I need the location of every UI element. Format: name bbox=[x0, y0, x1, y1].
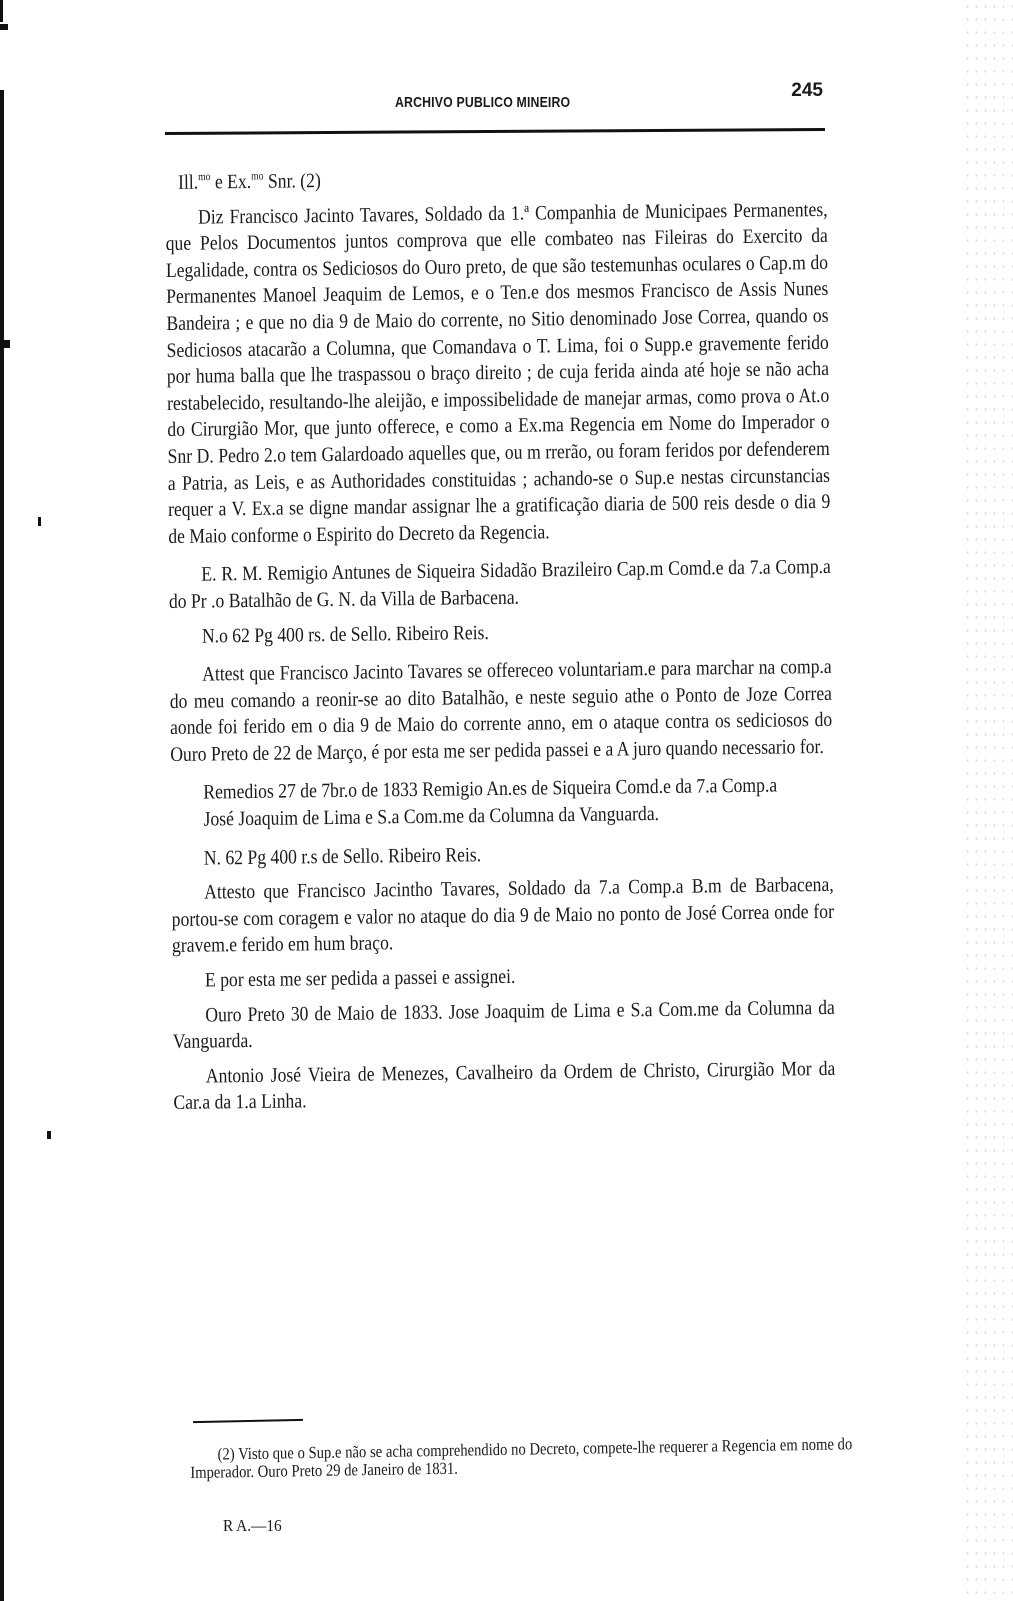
signature-paragraph: E. R. M. Remigio Antunes de Siqueira Sidadão Brazileiro Cap.m Comd.e da 7.a Comp.a do Pr .o Batalhão de G. N. da Villa de Barbacena. bbox=[168, 556, 831, 613]
body-text bbox=[165, 162, 836, 1117]
signature-mark: R A.—16 bbox=[223, 1516, 282, 1535]
footnote-text: (2) Visto que o Sup.e não se acha comprehendido no Decreto, compete-lhe requerer a Regencia em nome do Imperador. Ouro Preto 29 de Janeiro de 1831. bbox=[190, 1434, 853, 1482]
closing-line: E por esta me ser pedida a passei e assignei. bbox=[204, 965, 516, 992]
document-page bbox=[165, 78, 853, 1535]
salutation-part: e Ex. bbox=[210, 170, 252, 194]
seal-note: N. 62 Pg 400 r.s de Sello. Ribeiro Reis. bbox=[203, 843, 482, 870]
salutation-sup: mo bbox=[197, 170, 211, 184]
attestation-paragraph: Attesto que Francisco Jacintho Tavares, Soldado da 7.a Comp.a B.m de Barbacena, portou-se com coragem e valor no ataque do dia 9 de Maio no ponto de José Correa onde for gravem.e ferido em hum braço. bbox=[171, 874, 835, 958]
salutation-sup: mo bbox=[251, 170, 264, 183]
edge-mark bbox=[38, 517, 41, 526]
signature-paragraph: Antonio José Vieira de Menezes, Cavalheiro da Ordem de Christo, Cirurgião Mor da Car.a da 1.a Linha. bbox=[173, 1057, 836, 1115]
footnote-rule bbox=[193, 1419, 303, 1423]
attestation-paragraph: Attest que Francisco Jacinto Tavares se offereceo voluntariam.e para marchar na comp.a do meu comando a reonir-se ao dito Batalhão, e neste seguio athe o Ponto de Joze Correa aonde foi ferido em o dia 9 de Maio do corrente anno, em o ataque contra os sediciosos do Ouro Preto de 22 de Março, é por esta me ser pedida passei e a A juro quando necessario for. bbox=[169, 656, 833, 766]
page-header bbox=[165, 78, 835, 118]
page-edge-binding bbox=[0, 90, 4, 1601]
salutation-part: Ill. bbox=[177, 171, 199, 194]
petition-paragraph: Diz Francisco Jacinto Tavares, Soldado da 1.ª Companhia de Municipaes Permanentes, que Pelos Documentos juntos comprova que elle combateo nas Fileiras do Exercito da Legalidade, contra os Sediciosos do Ouro preto, de que são testemunhas oculares o Cap.m do Permanentes Manoel Jeaquim de Lemos, e o Ten.e dos mesmos Francisco de Assis Nunes Bandeira ; e que no dia 9 de Maio do corrente, no Sitio denominado Jose Correa, quando os Sediciosos atacarão a Columna, que Comandava o T. Lima, foi o Supp.e gravemente ferido por huma balla que lhe traspassou o braço direito ; de cuja ferida ainda até hoje se não acha restabelecido, resultando-lhe aleijão, e impossibelidade de manejar armas, como prova o At.o do Cirurgião Mor, que junto offerece, e como a Ex.ma Regencia em Nome do Imperador o Snr D. Pedro 2.o tem Galardoado aquelles que, ou m rrerão, ou foram feridos por defenderem a Patria, as Leis, e as Authoridades constituidas ; achando-se o Sup.e nestas circunstancias requer a V. Ex.a se digne mandar assignar lhe a gratificação diaria de 500 reis desde o dia 9 de Maio conforme o Espirito do Decreto da Regencia. bbox=[165, 198, 831, 548]
seal-note: N.o 62 Pg 400 rs. de Sello. Ribeiro Reis. bbox=[201, 621, 489, 648]
signature-line: José Joaquim de Lima e S.a Com.me da Columna da Vanguarda. bbox=[203, 803, 660, 831]
salutation bbox=[165, 162, 827, 197]
edge-mark bbox=[47, 1131, 51, 1139]
page-number: 245 bbox=[791, 80, 823, 101]
edge-mark bbox=[0, 340, 10, 348]
salutation-part: Snr. (2) bbox=[263, 170, 321, 193]
header-rule bbox=[165, 128, 825, 135]
page-edge-top bbox=[0, 0, 3, 22]
dateline-paragraph: Ouro Preto 30 de Maio de 1833. Jose Joaquim de Lima e S.a Com.me da Columna da Vanguarda. bbox=[172, 996, 835, 1054]
scan-noise bbox=[963, 0, 1013, 1601]
edge-mark bbox=[0, 24, 8, 30]
footnote bbox=[190, 1435, 853, 1482]
dateline-paragraph: Remedios 27 de 7br.o de 1833 Remigio An.es de Siqueira Comd.e da 7.a Comp.a bbox=[203, 775, 778, 805]
running-head: ARCHIVO PUBLICO MINEIRO bbox=[395, 94, 571, 111]
